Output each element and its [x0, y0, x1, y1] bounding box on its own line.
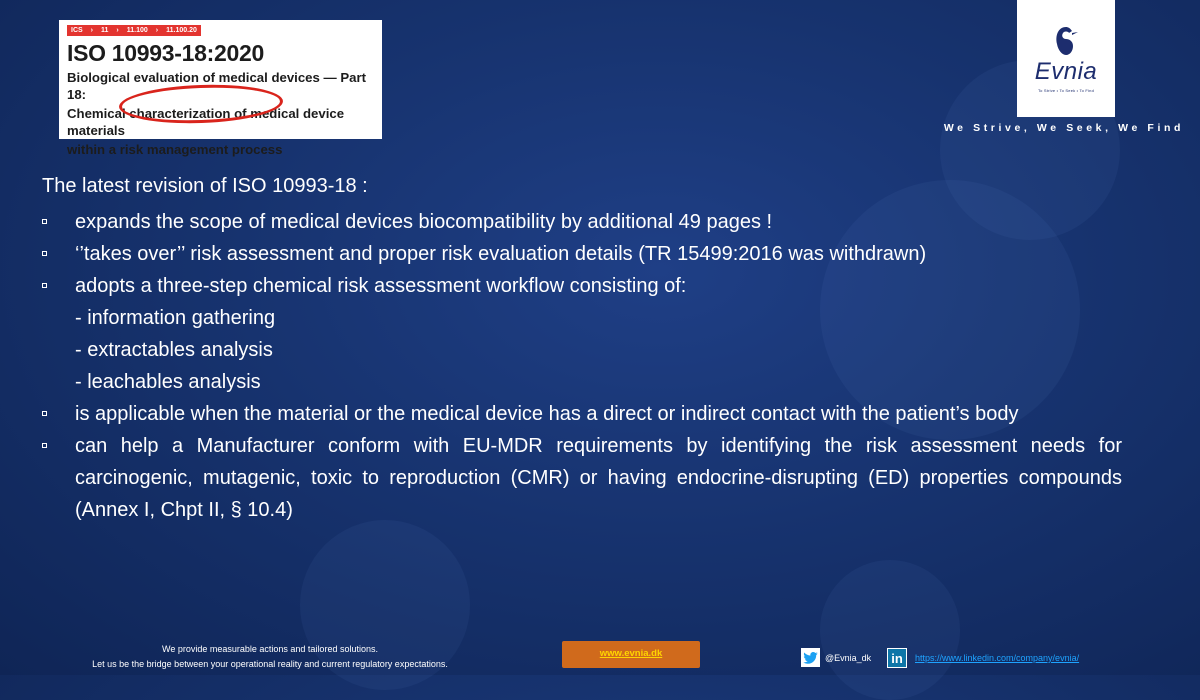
linkedin-icon: in — [887, 648, 907, 668]
bullet-text: adopts a three-step chemical risk assessment workflow consisting of: — [75, 275, 687, 297]
ics-path-sep: › — [152, 25, 162, 36]
bullet-text: expands the scope of medical devices biocompatibility by additional 49 pages ! — [75, 211, 773, 233]
ics-path-sep: › — [112, 25, 122, 36]
linkedin-url: https://www.linkedin.com/company/evnia/ — [915, 653, 1080, 663]
checkbox-bullet-icon — [42, 411, 47, 416]
ics-path-item: 11.100.20 — [162, 25, 201, 36]
checkbox-bullet-icon — [42, 283, 47, 288]
checkbox-bullet-icon — [42, 251, 47, 256]
standard-subtitle-line: Chemical characterization of medical device materials — [67, 106, 345, 138]
penguin-icon — [1049, 24, 1083, 58]
footer-text — [50, 642, 490, 672]
logo-tagline: To Strive • To Seek • To Find — [1037, 88, 1095, 93]
footer-line: We provide measurable actions and tailored solutions. — [162, 644, 378, 654]
logo-name: Evnia — [1034, 58, 1098, 85]
checkbox-bullet-icon — [42, 219, 47, 224]
evnia-logo — [1017, 0, 1115, 117]
website-link-button[interactable]: www.evnia.dk — [562, 641, 700, 668]
twitter-handle: @Evnia_dk — [825, 652, 872, 663]
intro-text: The latest revision of ISO 10993-18 : — [42, 175, 368, 197]
list-item — [42, 238, 1122, 270]
linkedin-link[interactable] — [887, 648, 1079, 668]
twitter-link[interactable] — [801, 648, 871, 667]
list-item — [42, 206, 1122, 238]
ics-path-item: ICS — [67, 25, 87, 36]
workflow-step: - extractables analysis — [75, 339, 273, 361]
bullet-text: is applicable when the material or the medical device has a direct or indirect contact with the patient’s body — [75, 403, 1019, 425]
ics-path-item: 11 — [97, 25, 112, 36]
list-item — [42, 430, 1122, 526]
standard-number: ISO 10993-18:2020 — [67, 40, 264, 66]
bullet-list — [42, 206, 1122, 526]
workflow-step: - information gathering — [75, 307, 276, 329]
ics-path-sep: › — [87, 25, 97, 36]
ics-path — [67, 25, 374, 36]
standard-subtitle-line: Biological evaluation of medical devices — Part 18: — [67, 70, 367, 102]
list-item — [42, 398, 1122, 430]
twitter-icon — [801, 648, 820, 667]
list-item — [42, 270, 1122, 398]
bullet-text: can help a Manufacturer conform with EU-MDR requirements by identifying the risk assessment needs for carcinogenic, mutagenic, toxic to reproduction (CMR) or having endocrine-disrupting (ED) properties compounds (Annex I, Chpt II, § 10.4) — [75, 435, 1122, 521]
background-bokeh — [820, 560, 960, 700]
bullet-text: ‘’takes over’’ risk assessment and proper risk evaluation details (TR 15499:2016 was withdrawn) — [75, 243, 927, 265]
workflow-step: - leachables analysis — [75, 371, 261, 393]
ics-path-item: 11.100 — [123, 25, 152, 36]
company-tagline: We Strive, We Seek, We Find — [943, 122, 1184, 134]
standard-subtitle-line: within a risk management process — [67, 142, 283, 157]
main-content — [42, 170, 1122, 526]
checkbox-bullet-icon — [42, 443, 47, 448]
footer-line: Let us be the bridge between your operational reality and current regulatory expectations. — [92, 659, 448, 669]
